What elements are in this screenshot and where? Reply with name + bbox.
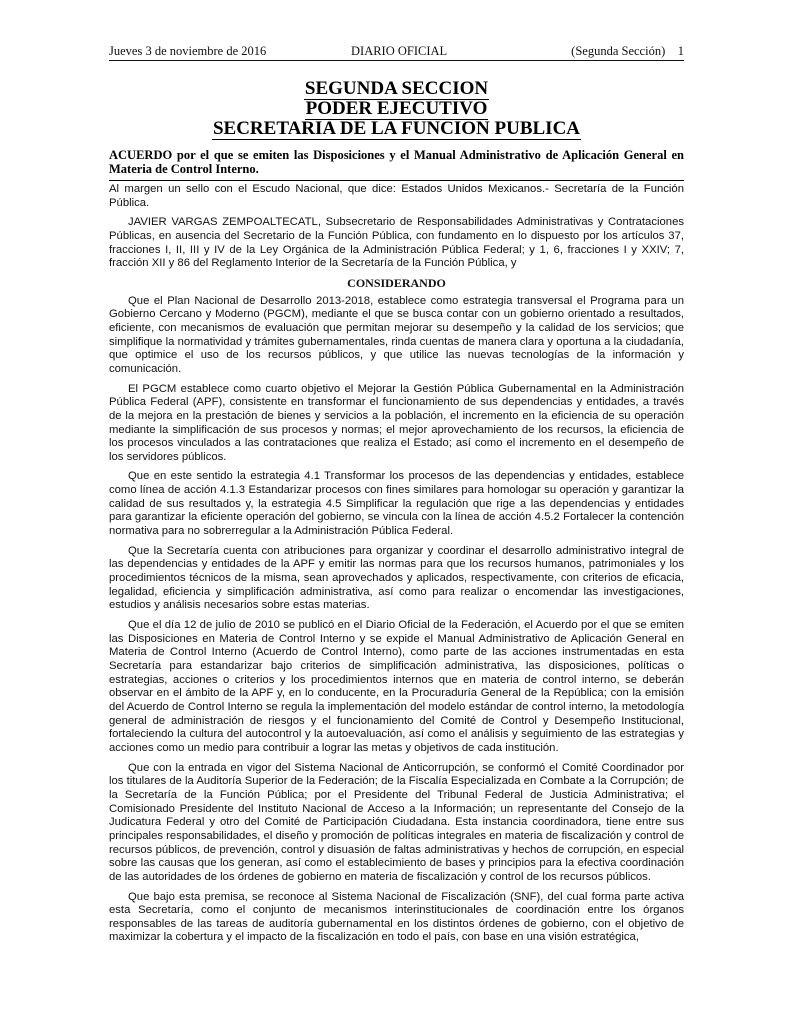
considerando-paragraph: Que el día 12 de julio de 2010 se publicó en el Diario Oficial de la Federación, el Acuerdo por el que se emiten las Disposiciones en Materia de Control Interno y se expide el Manual Administrativo de Aplicación General en Materia de Control Interno (Acuerdo de Control Interno), como parte de las acciones instrumentadas en esta Secretaría para estandarizar bajo criterios de simplificación administrativa, las disposiciones, políticas o estrategias, acciones o criterios y los procedimientos internos que en materia de control interno, se deberán observar en el ámbito de la APF y, en lo conducente, en la Procuraduría General de la República; con la emisión del Acuerdo de Control Interno se regula la implementación del modelo estándar de control interno, la metodología general de administración de riesgos y el funcionamiento del Comité de Control y Desempeño Institucional, fortaleciendo la cultura del autocontrol y la autoevaluación, así como el análisis y seguimiento de las estrategias y acciones como un medio para contribuir a lograr las metas y objetivos de cada institución. xyxy=(109,619,684,754)
ministry-title: SECRETARIA DE LA FUNCION PUBLICA xyxy=(212,118,581,139)
branch-title: PODER EJECUTIVO xyxy=(305,98,488,119)
agreement-title: ACUERDO por el que se emiten las Disposiciones y el Manual Administrativo de Aplicación General en Materia de Control Interno. xyxy=(109,148,684,181)
page-header xyxy=(109,44,684,61)
header-page-number: 1 xyxy=(677,44,684,58)
considerando-paragraph: Que en este sentido la estrategia 4.1 Transformar los procesos de las dependencias y entidades, establece como línea de acción 4.1.3 Estandarizar procesos con fines similares para homologar su operación y garantizar la calidad de sus resultados y, la estrategia 4.5 Simplificar la regulación que rige a las dependencias y entidades para garantizar la eficiente operación del gobierno, se vincula con la línea de acción 4.5.2 Fortalecer la contención normativa para no sobrerregular a la Administración Pública Federal. xyxy=(109,470,684,538)
considerando-paragraph: Que el Plan Nacional de Desarrollo 2013-2018, establece como estrategia transversal el Programa para un Gobierno Cercano y Moderno (PGCM), mediante el que se busca contar con un gobierno orientado a resultados, eficiente, con mecanismos de evaluación que permitan mejorar su desempeño y la calidad de los servicios; que simplifique la normatividad y trámites gubernamentales, rinda cuentas de manera clara y oportuna a la ciudadanía, que optimice el uso de los recursos públicos, y que utilice las nuevas tecnologías de la información y comunicación. xyxy=(109,294,684,375)
considerando-paragraph: Que bajo esta premisa, se reconoce al Sistema Nacional de Fiscalización (SNF), del cual forma parte activa esta Secretaría, como el conjunto de mecanismos interinstitucionales de coordinación entre los órganos responsables de las tareas de auditoría gubernamental en los distintos órdenes de gobierno, con el objetivo de maximizar la cobertura y el impacto de la fiscalización en todo el país, con base en una visión estratégica, xyxy=(109,890,684,944)
considerando-heading: CONSIDERANDO xyxy=(347,275,446,290)
preamble-paragraph: JAVIER VARGAS ZEMPOALTECATL, Subsecretario de Responsabilidades Administrativas y Contrataciones Públicas, en ausencia del Secretario de la Función Pública, con fundamento en lo dispuesto por los artículos 37, fracciones I, II, III y IV de la Ley Orgánica de la Administración Pública Federal; y 1, 6, fracciones I y XXIV; 7, fracción XII y 86 del Reglamento Interior de la Secretaría de la Función Pública, y xyxy=(109,216,684,270)
considerando-paragraph: El PGCM establece como cuarto objetivo el Mejorar la Gestión Pública Gubernamental en la Administración Pública Federal (APF), consistente en transformar el funcionamiento de sus dependencias y entidades, a través de la mejora en la prestación de bienes y servicios a la población, el incremento en la eficiencia de su operación mediante la simplificación de sus procesos y normas; el mejor aprovechamiento de los recursos, la eficiencia de los procesos vinculados a las contrataciones que realiza el Estado; así como el incremento en el desempeño de los servidores públicos. xyxy=(109,382,684,463)
considerando-paragraph: Que con la entrada en vigor del Sistema Nacional de Anticorrupción, se conformó el Comité Coordinador por los titulares de la Auditoría Superior de la Federación; de la Fiscalía Especializada en Combate a la Corrupción; de la Secretaría de la Función Pública; por el Presidente del Tribunal Federal de Justicia Administrativa; el Comisionado Presidente del Instituto Nacional de Acceso a la Información; un representante del Consejo de la Judicatura Federal y otro del Comité de Participación Ciudadana. Esta instancia coordinadora, tiene entre sus principales responsabilidades, el diseño y promoción de políticas integrales en materia de fiscalización y control de recursos públicos, de prevención, control y disuasión de faltas administrativas y hechos de corrupción, en especial sobre las causas que los generan, así como el establecimiento de bases y principios para la efectiva coordinación de las autoridades de los órdenes de gobierno en materia de fiscalización y control de los recursos públicos. xyxy=(109,761,684,883)
seal-note: Al margen un sello con el Escudo Nacional, que dice: Estados Unidos Mexicanos.- Secretaría de la Función Pública. xyxy=(109,183,684,209)
document-body xyxy=(109,183,684,951)
header-date: Jueves 3 de noviembre de 2016 xyxy=(109,44,267,58)
header-section: (Segunda Sección) xyxy=(571,44,666,58)
header-section-page xyxy=(571,44,684,59)
considerando-paragraph: Que la Secretaría cuenta con atribuciones para organizar y coordinar el desarrollo administrativo integral de las dependencias y entidades de la APF y emitir las normas para que los recursos humanos, patrimoniales y los procedimientos técnicos de la misma, sean aprovechados y aplicados, respectivamente, con criterios de eficacia, legalidad, eficiencia y simplificación administrativa, así como para realizar o encomendar las investigaciones, estudios y análisis necesarios sobre estas materias. xyxy=(109,544,684,612)
section-title: SEGUNDA SECCION xyxy=(304,78,489,99)
header-publication: DIARIO OFICIAL xyxy=(351,44,448,58)
